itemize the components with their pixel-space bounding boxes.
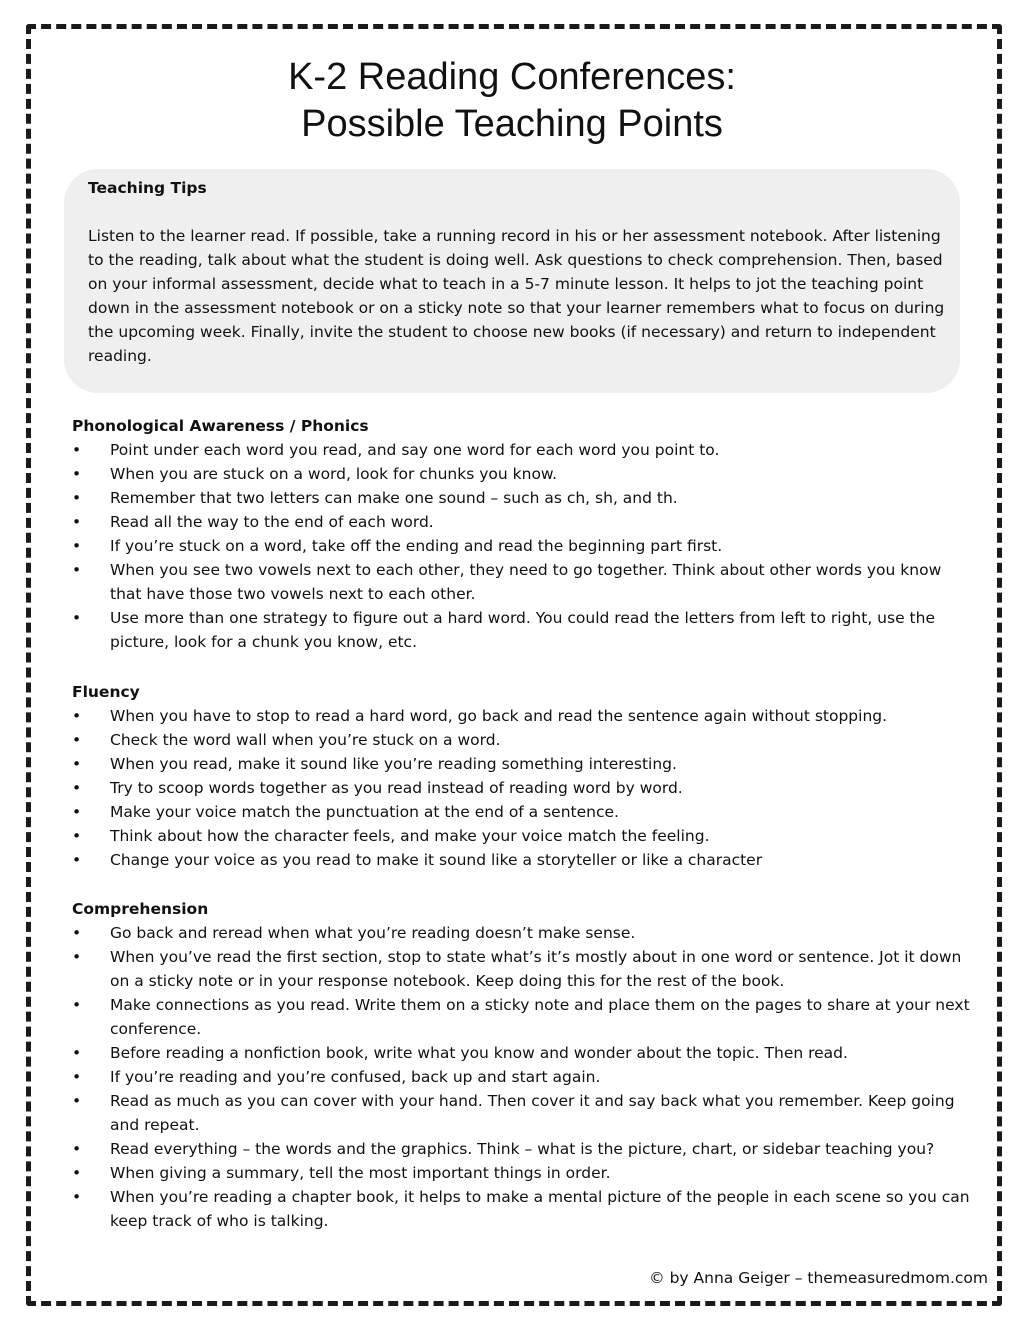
list-item-text: If you’re reading and you’re confused, back up and start again.	[110, 1068, 601, 1086]
page-title-line-1: K-2 Reading Conferences:	[288, 56, 736, 98]
list-item-text: When you see two vowels next to each other, they need to go together. Think about other words you know that have those two vowels next to each other.	[110, 561, 942, 603]
list-item-text: When you are stuck on a word, look for chunks you know.	[110, 465, 558, 483]
list-item	[72, 704, 972, 728]
list-item-text: Make connections as you read. Write them on a sticky note and place them on the pages to share at your next conference.	[110, 996, 970, 1038]
fluency-list	[72, 704, 972, 872]
list-item-text: Change your voice as you read to make it sound like a storyteller or like a character	[110, 851, 763, 869]
bullet-marker: •	[72, 465, 82, 483]
list-item-text: Try to scoop words together as you read instead of reading word by word.	[110, 779, 683, 797]
fluency-heading: Fluency	[72, 683, 140, 701]
list-item	[72, 752, 972, 776]
list-item	[72, 438, 972, 462]
list-item-text: Make your voice match the punctuation at the end of a sentence.	[110, 803, 619, 821]
list-item	[72, 1041, 972, 1065]
list-item	[72, 921, 972, 945]
list-item	[72, 606, 972, 654]
list-item-text: Think about how the character feels, and make your voice match the feeling.	[110, 827, 710, 845]
list-item	[72, 1065, 972, 1089]
phonics-heading: Phonological Awareness / Phonics	[72, 417, 369, 435]
list-item	[72, 824, 972, 848]
list-item-text: Use more than one strategy to figure out a hard word. You could read the letters from left to right, use the picture, look for a chunk you know, etc.	[110, 609, 935, 651]
bullet-marker: •	[72, 731, 82, 749]
bullet-marker: •	[72, 513, 82, 531]
list-item	[72, 800, 972, 824]
list-item	[72, 776, 972, 800]
copyright-footer: © by Anna Geiger – themeasuredmom.com	[649, 1269, 988, 1287]
list-item-text: When you read, make it sound like you’re reading something interesting.	[110, 755, 677, 773]
comprehension-heading: Comprehension	[72, 900, 209, 918]
list-item	[72, 1137, 972, 1161]
bullet-marker: •	[72, 1188, 82, 1206]
list-item	[72, 1089, 972, 1137]
bullet-marker: •	[72, 996, 82, 1014]
list-item-text: When you’re reading a chapter book, it helps to make a mental picture of the people in each scene so you can keep track of who is talking.	[110, 1188, 970, 1230]
list-item-text: When giving a summary, tell the most important things in order.	[110, 1164, 611, 1182]
list-item-text: If you’re stuck on a word, take off the ending and read the beginning part first.	[110, 537, 723, 555]
list-item-text: Before reading a nonfiction book, write what you know and wonder about the topic. Then read.	[110, 1044, 848, 1062]
bullet-marker: •	[72, 851, 82, 869]
teaching-tips-paragraph: Listen to the learner read. If possible, take a running record in his or her assessment notebook. After listening to the reading, talk about what the student is doing well. Ask questions to check comprehension. Then, based on your informal assessment, decide what to teach in a 5-7 minute lesson. It helps to jot the teaching point down in the assessment notebook or on a sticky note so that your learner remembers what to focus on during the upcoming week. Finally, invite the student to choose new books (if necessary) and return to independent reading.	[88, 227, 945, 365]
bullet-marker: •	[72, 609, 82, 627]
list-item	[72, 462, 972, 486]
list-item	[72, 1161, 972, 1185]
list-item-text: Read everything – the words and the graphics. Think – what is the picture, chart, or sidebar teaching you?	[110, 1140, 935, 1158]
page-title-line-2: Possible Teaching Points	[301, 103, 723, 145]
list-item	[72, 1185, 972, 1233]
bullet-marker: •	[72, 803, 82, 821]
list-item	[72, 510, 972, 534]
bullet-marker: •	[72, 1164, 82, 1182]
comprehension-list	[72, 921, 972, 1233]
bullet-marker: •	[72, 489, 82, 507]
phonics-list	[72, 438, 972, 654]
list-item	[72, 945, 972, 993]
list-item	[72, 486, 972, 510]
list-item-text: Check the word wall when you’re stuck on a word.	[110, 731, 501, 749]
list-item	[72, 558, 972, 606]
teaching-tips-heading: Teaching Tips	[88, 179, 207, 197]
bullet-marker: •	[72, 1092, 82, 1110]
bullet-marker: •	[72, 755, 82, 773]
bullet-marker: •	[72, 779, 82, 797]
list-item	[72, 993, 972, 1041]
bullet-marker: •	[72, 561, 82, 579]
list-item	[72, 848, 972, 872]
list-item-text: Read all the way to the end of each word.	[110, 513, 434, 531]
bullet-marker: •	[72, 924, 82, 942]
bullet-marker: •	[72, 827, 82, 845]
fluency-section	[72, 680, 972, 872]
list-item	[72, 534, 972, 558]
bullet-marker: •	[72, 707, 82, 725]
phonics-section	[72, 414, 972, 654]
list-item	[72, 728, 972, 752]
bullet-marker: •	[72, 1044, 82, 1062]
bullet-marker: •	[72, 948, 82, 966]
list-item-text: Go back and reread when what you’re reading doesn’t make sense.	[110, 924, 636, 942]
list-item-text: Read as much as you can cover with your hand. Then cover it and say back what you remember. Keep going and repeat.	[110, 1092, 955, 1134]
list-item-text: Remember that two letters can make one sound – such as ch, sh, and th.	[110, 489, 678, 507]
list-item-text: When you have to stop to read a hard word, go back and read the sentence again without stopping.	[110, 707, 888, 725]
bullet-marker: •	[72, 1140, 82, 1158]
bullet-marker: •	[72, 441, 82, 459]
bullet-marker: •	[72, 537, 82, 555]
comprehension-section	[72, 897, 972, 1233]
bullet-marker: •	[72, 1068, 82, 1086]
list-item-text: Point under each word you read, and say one word for each word you point to.	[110, 441, 720, 459]
list-item-text: When you’ve read the first section, stop to state what’s it’s mostly about in one word or sentence. Jot it down on a sticky note or in your response notebook. Keep doing this for the rest of the book.	[110, 948, 962, 990]
